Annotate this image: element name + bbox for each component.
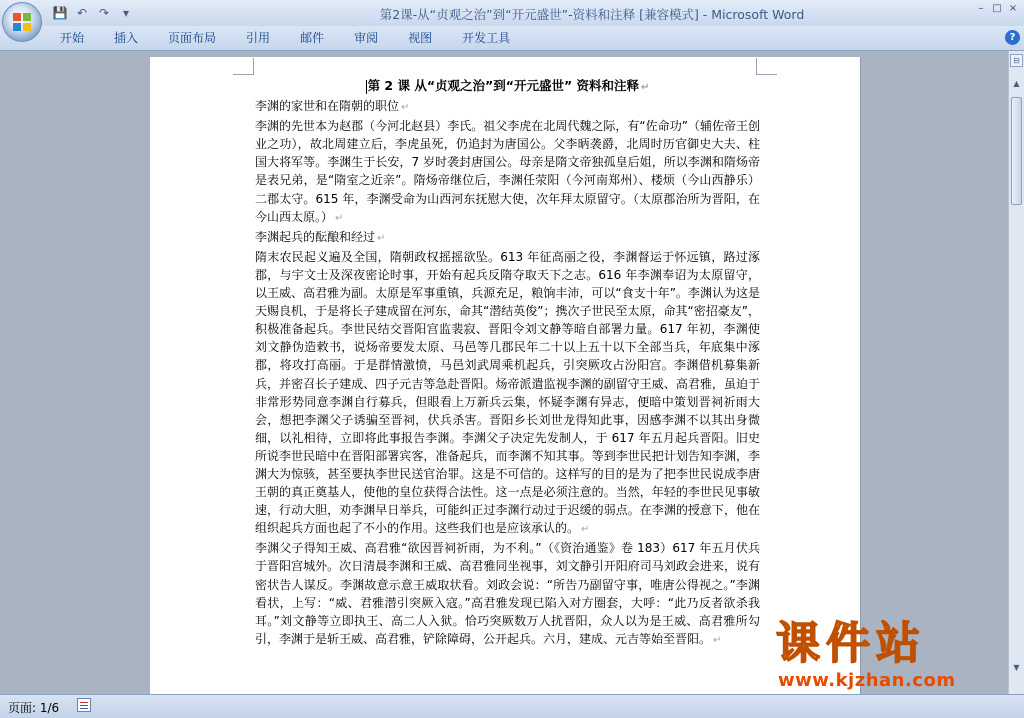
title-bar bbox=[0, 0, 1024, 26]
window-controls bbox=[974, 2, 1020, 16]
text-cursor bbox=[366, 80, 367, 94]
window-title: 第2课-从“贞观之治”到“开元盛世”-资料和注释 [兼容模式] - Microsoft Word bbox=[379, 7, 805, 22]
help-icon[interactable]: ? bbox=[1005, 30, 1020, 45]
margin-corner-mark bbox=[233, 58, 254, 75]
watermark-url: www.kjzhan.com bbox=[778, 670, 956, 691]
paragraph-mark-icon: ↵ bbox=[335, 212, 344, 224]
vertical-scrollbar[interactable] bbox=[1008, 51, 1024, 694]
tab-mailings[interactable]: 邮件 bbox=[300, 31, 325, 45]
redo-icon[interactable]: ↷ bbox=[98, 6, 110, 20]
paragraph: 隋末农民起义遍及全国，隋朝政权摇摇欲坠。613 年征高丽之役，李渊督运于怀远镇，路过涿郡，与宇文士及深夜密论时事，开始有起兵反隋夺取天下之志。616 年李渊奉诏为太原留守，以王威、高君雅为副。太原是军事重镇，兵源充足，粮饷丰沛，可以“食支十年”。李渊认为这是天赐良机，于是将长子建成留在河东，命其“潜结英俊”；携次子世民至太原，命其“密招豪友”，积极准备起兵。李世民结交晋阳宫监裴寂、晋阳令刘文静等暗自部署力量。617 年初，李渊使刘文静伪造敕书，说炀帝要发太原、马邑等几郡民年二十以上五十以下全部当兵，年底集中涿郡，将攻打高丽。于是群情激愤，马邑刘武周乘机起兵，引突厥攻占汾阳宫。李渊借机募集新兵，并密召长子建成、四子元吉等急赴晋阳。炀帝派遣监视李渊的副留守王威、高君雅，虽迫于非常形势同意李渊自行募兵，但眼看上万新兵云集，怀疑李渊有异志，便暗中策划晋祠祈雨大会，想把李渊父子诱骗至晋祠，伏兵杀害。晋阳乡长刘世龙得知此事，因感李渊不以其出身微细，以礼相待，立即将此事报告李渊。李渊父子决定先发制人，于 617 年五月起兵晋阳。旧史所说李世民暗中在晋阳部署宾客，准备起兵，而李渊不知其事。等到李世民把计划告知李渊，李渊大为惊骇，甚至要执李世民送官治罪。这是不可信的。这样写的目的是为了把李世民说成李唐王朝的真正奠基人，使他的皇位获得合法性。这一点是必须注意的。当然，年轻的李世民见事敏速，行动大胆，劝李渊早日举兵，可能纠正过李渊行动过于迟缓的弱点。在李渊的授意下，他在组织起兵方面也起了不小的作用。这些我们也是应该承认的。 ↵ bbox=[255, 249, 760, 536]
scroll-up-icon[interactable]: ▲ bbox=[1013, 79, 1020, 88]
tab-references[interactable]: 引用 bbox=[246, 31, 271, 45]
section-heading: 李渊的家世和在隋朝的职位 ↵ bbox=[255, 99, 410, 114]
tab-view[interactable]: 视图 bbox=[408, 31, 433, 45]
tab-insert[interactable]: 插入 bbox=[114, 31, 139, 45]
restore-button[interactable]: □ bbox=[992, 3, 1002, 14]
margin-corner-mark bbox=[756, 58, 777, 75]
tab-developer[interactable]: 开发工具 bbox=[462, 31, 511, 45]
customize-toolbar-icon[interactable]: ▾ bbox=[122, 6, 130, 20]
paragraph-mark-icon: ↵ bbox=[377, 232, 386, 244]
paragraph: 李渊父子得知王威、高君雅“欲因晋祠祈雨，为不利。”（《资治通鉴》卷 183）617 年五月伏兵于晋阳宫城外。次日清晨李渊和王威、高君雅同坐视事，刘文静引开阳府司马刘政会进来，说有密状告人谋反。李渊故意示意王威取状看。刘政会说：“所告乃副留守事，唯唐公得视之。”李渊看状，上写：“威、君雅潜引突厥入寇。”高君雅发现已陷入对方圈套，大呼：“此乃反者欲杀我耳。”刘文静等立即执王、高二人入狱。恰巧突厥数万人扰晋阳，众人以为是王威、高君雅所勾引，李渊于是斩王威、高君雅，铲除障碍，公开起兵。六月，建成、元吉等始至晋阳。 ↵ bbox=[255, 541, 760, 646]
page-indicator[interactable]: 页面: 1/6 bbox=[8, 701, 60, 715]
paragraph-mark-icon: ↵ bbox=[713, 634, 722, 646]
paragraph: 李渊的先世本为赵郡（今河北赵县）李氏。祖父李虎在北周代魏之际，有“佐命功”（辅佐帝王创业之功），故北周建立后，李虎虽死，仍追封为唐国公。父李昞袭爵，北周时历官御史大夫、柱国大将军等。李渊生于长安，7 岁时袭封唐国公。母亲是隋文帝独孤皇后姐，所以李渊和隋炀帝是表兄弟，是“隋室之近亲”。隋炀帝继位后，李渊任荥阳（今河南郑州）、楼烦（今山西静乐）二郡太守。615 年，李渊受命为山西河东抚慰大使，次年拜太原留守。（太原郡治所为晋阳，在今山西太原。） ↵ bbox=[255, 119, 760, 224]
watermark-logo: 课件站 bbox=[776, 618, 926, 669]
ribbon bbox=[0, 26, 1024, 51]
undo-icon[interactable]: ↶ bbox=[76, 6, 88, 20]
paragraph-mark-icon: ↵ bbox=[401, 102, 410, 114]
tab-review[interactable]: 审阅 bbox=[354, 31, 379, 45]
scrollbar-thumb[interactable] bbox=[1011, 97, 1022, 205]
paragraph-mark-icon: ↵ bbox=[581, 524, 590, 536]
tab-home[interactable]: 开始 bbox=[60, 31, 85, 45]
office-button[interactable] bbox=[2, 2, 42, 42]
watermark bbox=[776, 618, 1008, 694]
document-title: 第 2 课 从“贞观之治”到“开元盛世” 资料和注释 ↵ bbox=[367, 78, 650, 93]
ribbon-tabs bbox=[48, 29, 528, 48]
proofing-icon[interactable] bbox=[77, 698, 91, 712]
save-icon[interactable]: 💾 bbox=[52, 6, 68, 20]
document-content[interactable] bbox=[255, 77, 760, 650]
document-area bbox=[0, 51, 1008, 694]
status-bar bbox=[0, 694, 1024, 718]
scroll-down-icon[interactable]: ▼ bbox=[1013, 663, 1020, 672]
close-button[interactable]: × bbox=[1008, 3, 1018, 14]
tab-page-layout[interactable]: 页面布局 bbox=[168, 31, 217, 45]
section-heading: 李渊起兵的酝酿和经过 ↵ bbox=[255, 229, 386, 244]
office-logo-icon bbox=[12, 12, 32, 32]
view-ruler-icon[interactable]: ⊟ bbox=[1010, 54, 1023, 67]
document-page[interactable] bbox=[150, 57, 860, 694]
minimize-button[interactable]: – bbox=[978, 3, 984, 14]
paragraph-mark-icon: ↵ bbox=[641, 82, 650, 93]
